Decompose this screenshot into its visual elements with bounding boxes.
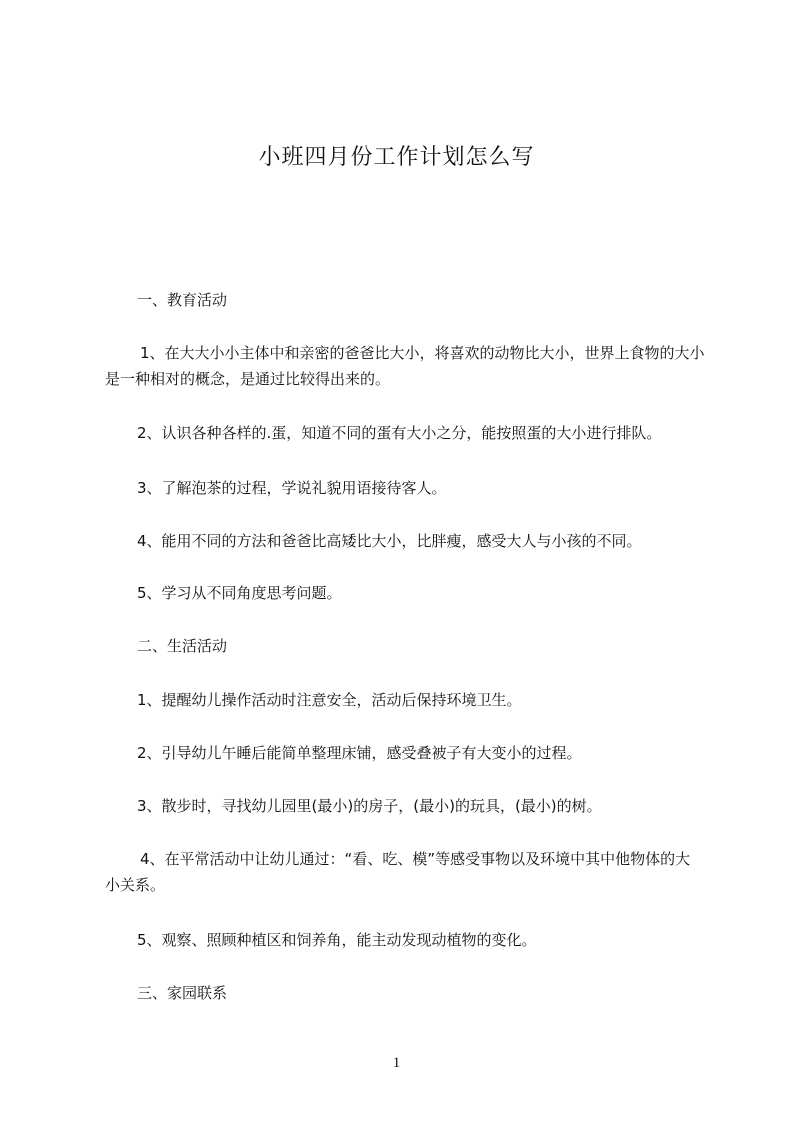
list-item: 5、学习从不同角度思考问题。	[137, 584, 342, 602]
list-item: 3、了解泡茶的过程，学说礼貌用语接待客人。	[137, 479, 447, 497]
list-item: 1、提醒幼儿操作活动时注意安全，活动后保持环境卫生。	[137, 691, 522, 709]
list-item: 4、在平常活动中让幼儿通过：“看、吃、模”等感受事物以及环境中其中他物体的大小关系。	[105, 850, 691, 894]
page-title: 小班四月份工作计划怎么写	[258, 145, 535, 170]
section-heading: 一、教育活动	[137, 291, 228, 309]
list-item: 5、观察、照顾种植区和饲养角，能主动发现动植物的变化。	[137, 931, 537, 949]
list-item: 3、散步时，寻找幼儿园里(最小)的房子，(最小)的玩具，(最小)的树。	[137, 797, 602, 815]
section-heading: 三、家园联系	[137, 984, 228, 1002]
list-item: 4、能用不同的方法和爸爸比高矮比大小，比胖瘦，感受大人与小孩的不同。	[137, 532, 642, 550]
section-heading: 二、生活活动	[137, 637, 228, 655]
list-item: 2、引导幼儿午睡后能简单整理床铺，感受叠被子有大变小的过程。	[137, 744, 582, 762]
list-item: 1、在大大小小主体中和亲密的爸爸比大小，将喜欢的动物比大小，世界上食物的大小是一种相对的概念，是通过比较得出来的。	[105, 344, 705, 388]
page-number: 1	[392, 1055, 401, 1071]
list-item: 2、认识各种各样的.蛋，知道不同的蛋有大小之分，能按照蛋的大小进行排队。	[137, 424, 662, 442]
